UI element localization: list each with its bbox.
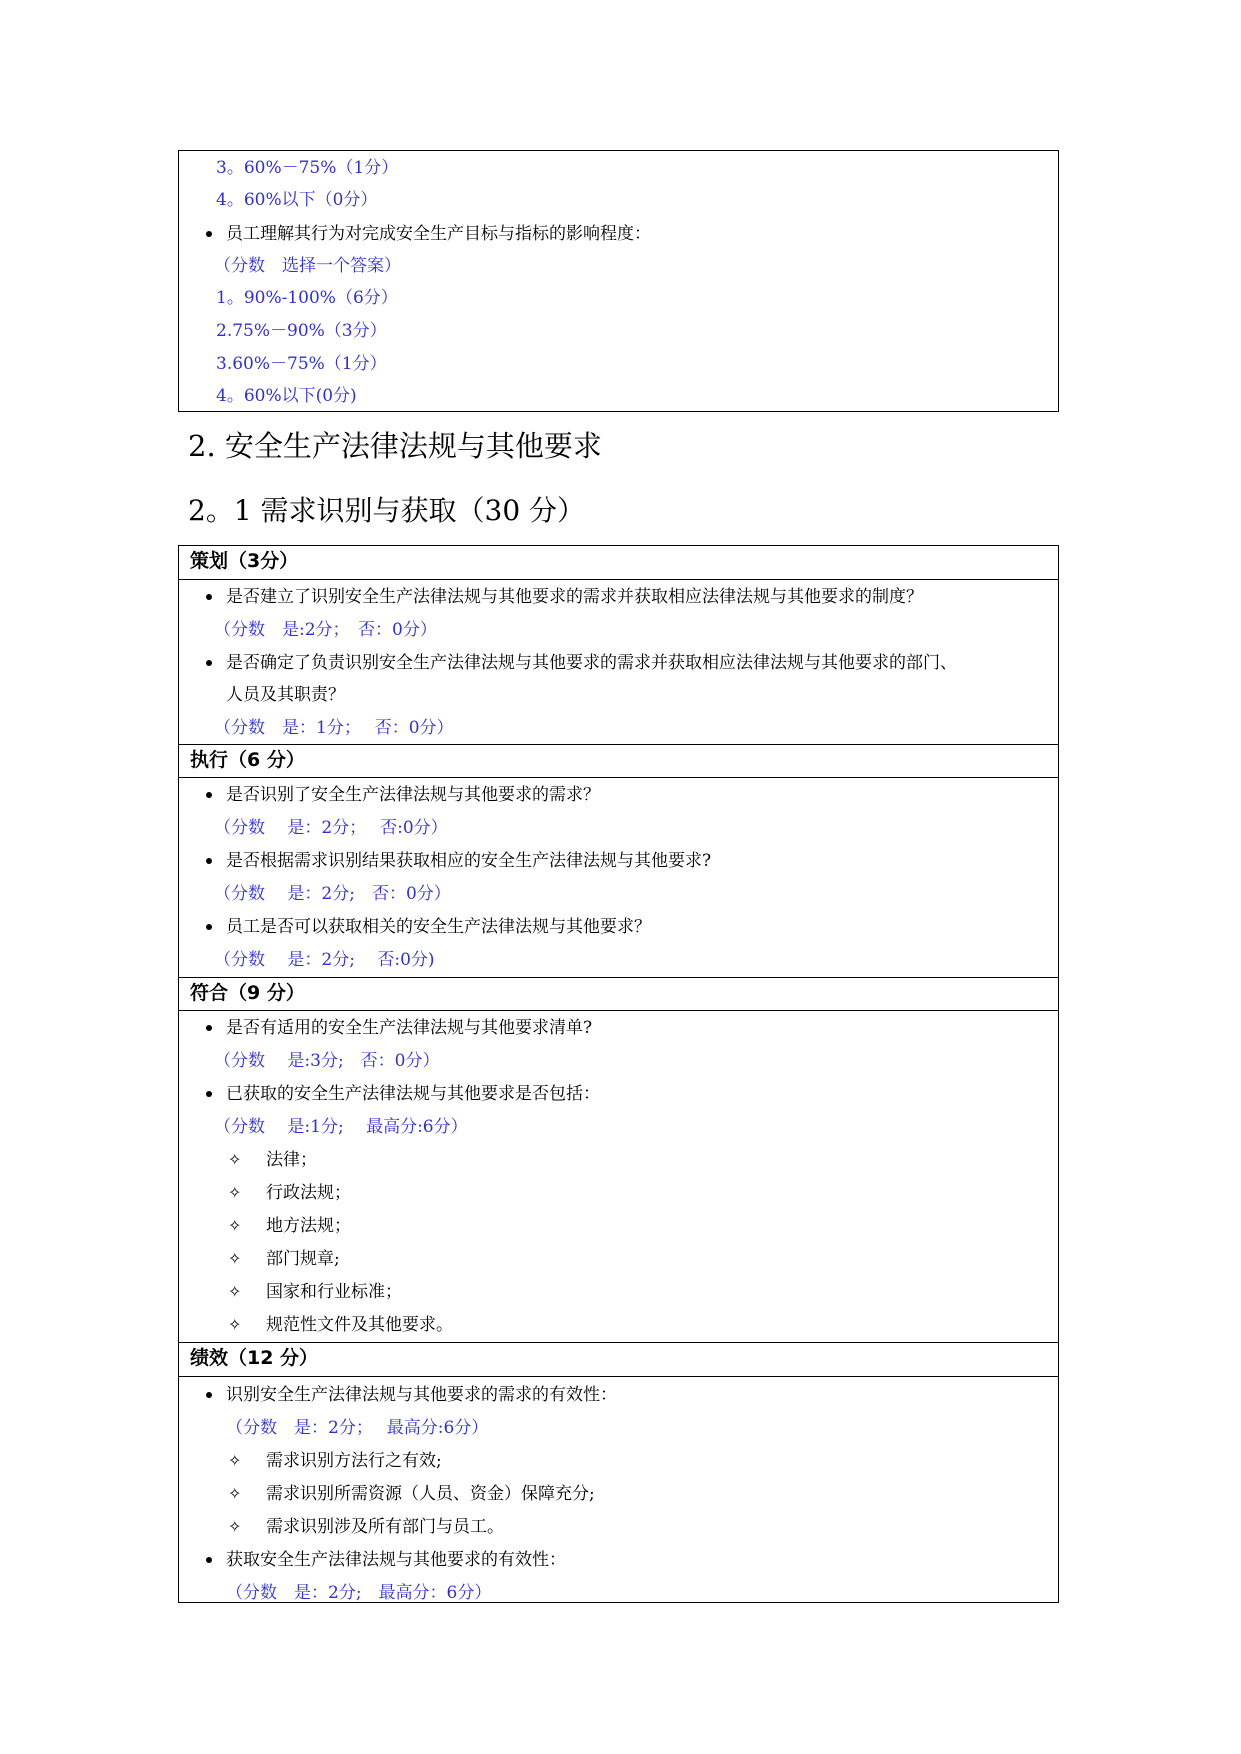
option-line: 3.60%－75%（1分） bbox=[216, 354, 387, 374]
compliance-title: 符合（9 分） bbox=[190, 982, 305, 1004]
option-line: 4。60%以下（0分） bbox=[216, 190, 378, 210]
diamond-bullet-icon: ✧ bbox=[228, 1451, 242, 1470]
bullet-icon bbox=[206, 858, 212, 864]
list-item: 国家和行业标准； bbox=[266, 1282, 402, 1302]
list-item: 需求识别方法行之有效; bbox=[266, 1451, 442, 1471]
list-item: 行政法规； bbox=[266, 1183, 351, 1203]
question-text: 获取安全生产法律法规与其他要求的有效性： bbox=[226, 1550, 566, 1570]
score-note: （分数 选择一个答案） bbox=[214, 256, 401, 276]
performance-title: 绩效（12 分） bbox=[190, 1347, 319, 1369]
bullet-icon bbox=[206, 594, 212, 600]
bullet-icon bbox=[206, 1392, 212, 1398]
divider bbox=[178, 744, 1059, 745]
diamond-bullet-icon: ✧ bbox=[228, 1150, 242, 1169]
list-item: 部门规章; bbox=[266, 1249, 340, 1269]
question-text: 人员及其职责？ bbox=[226, 685, 345, 705]
divider bbox=[178, 777, 1059, 778]
question-text: 员工是否可以获取相关的安全生产法律法规与其他要求？ bbox=[226, 917, 651, 937]
question-text: 是否建立了识别安全生产法律法规与其他要求的需求并获取相应法律法规与其他要求的制度？ bbox=[226, 587, 923, 607]
option-line: 4。60%以下(0分) bbox=[216, 386, 357, 406]
question-text: 是否有适用的安全生产法律法规与其他要求清单? bbox=[226, 1018, 593, 1038]
question-text: 识别安全生产法律法规与其他要求的需求的有效性： bbox=[226, 1385, 617, 1405]
score-note: （分数 是：2分; 最高分：6分） bbox=[226, 1583, 492, 1603]
question-text: 是否识别了安全生产法律法规与其他要求的需求？ bbox=[226, 785, 600, 805]
divider bbox=[178, 579, 1059, 580]
execution-title: 执行（6 分） bbox=[190, 749, 305, 771]
bullet-icon bbox=[206, 792, 212, 798]
option-line: 2.75%－90%（3分） bbox=[216, 321, 387, 341]
question-text: 是否根据需求识别结果获取相应的安全生产法律法规与其他要求? bbox=[226, 851, 712, 871]
score-note: （分数 是：1分； 否：0分） bbox=[214, 718, 454, 738]
option-line: 3。60%－75%（1分） bbox=[216, 158, 399, 178]
list-item: 地方法规； bbox=[266, 1216, 351, 1236]
question-text: 已获取的安全生产法律法规与其他要求是否包括： bbox=[226, 1084, 600, 1104]
score-note: （分数 是：2分； 最高分:6分） bbox=[226, 1418, 489, 1438]
bullet-icon bbox=[206, 1091, 212, 1097]
list-item: 需求识别所需资源（人员、资金）保障充分; bbox=[266, 1484, 595, 1504]
score-note: （分数 是：2分; 否:0分) bbox=[214, 950, 435, 970]
list-item: 规范性文件及其他要求。 bbox=[266, 1315, 453, 1335]
divider bbox=[178, 977, 1059, 978]
diamond-bullet-icon: ✧ bbox=[228, 1484, 242, 1503]
divider bbox=[178, 1342, 1059, 1343]
bullet-icon bbox=[206, 231, 212, 237]
diamond-bullet-icon: ✧ bbox=[228, 1249, 242, 1268]
score-note: （分数 是：2分； 否:0分） bbox=[214, 818, 448, 838]
list-item: 法律； bbox=[266, 1150, 317, 1170]
score-note: （分数 是:3分; 否：0分） bbox=[214, 1051, 440, 1071]
divider bbox=[178, 1010, 1059, 1011]
subsection-heading: 2。1 需求识别与获取（30 分） bbox=[188, 494, 586, 527]
divider bbox=[178, 1376, 1059, 1377]
planning-title: 策划（3分） bbox=[190, 550, 299, 572]
diamond-bullet-icon: ✧ bbox=[228, 1517, 242, 1536]
section-heading: 2. 安全生产法律法规与其他要求 bbox=[188, 429, 602, 463]
question-text: 员工理解其行为对完成安全生产目标与指标的影响程度： bbox=[226, 224, 651, 244]
diamond-bullet-icon: ✧ bbox=[228, 1315, 242, 1334]
score-note: （分数 是：2分; 否：0分） bbox=[214, 884, 451, 904]
bullet-icon bbox=[206, 924, 212, 930]
diamond-bullet-icon: ✧ bbox=[228, 1282, 242, 1301]
bullet-icon bbox=[206, 1025, 212, 1031]
score-note: （分数 是:2分； 否：0分） bbox=[214, 620, 437, 640]
score-note: （分数 是:1分; 最高分:6分） bbox=[214, 1117, 468, 1137]
question-text: 是否确定了负责识别安全生产法律法规与其他要求的需求并获取相应法律法规与其他要求的部门、 bbox=[226, 653, 957, 673]
list-item: 需求识别涉及所有部门与员工。 bbox=[266, 1517, 504, 1537]
diamond-bullet-icon: ✧ bbox=[228, 1216, 242, 1235]
diamond-bullet-icon: ✧ bbox=[228, 1183, 242, 1202]
bullet-icon bbox=[206, 660, 212, 666]
option-line: 1。90%-100%（6分） bbox=[216, 288, 398, 308]
bullet-icon bbox=[206, 1557, 212, 1563]
